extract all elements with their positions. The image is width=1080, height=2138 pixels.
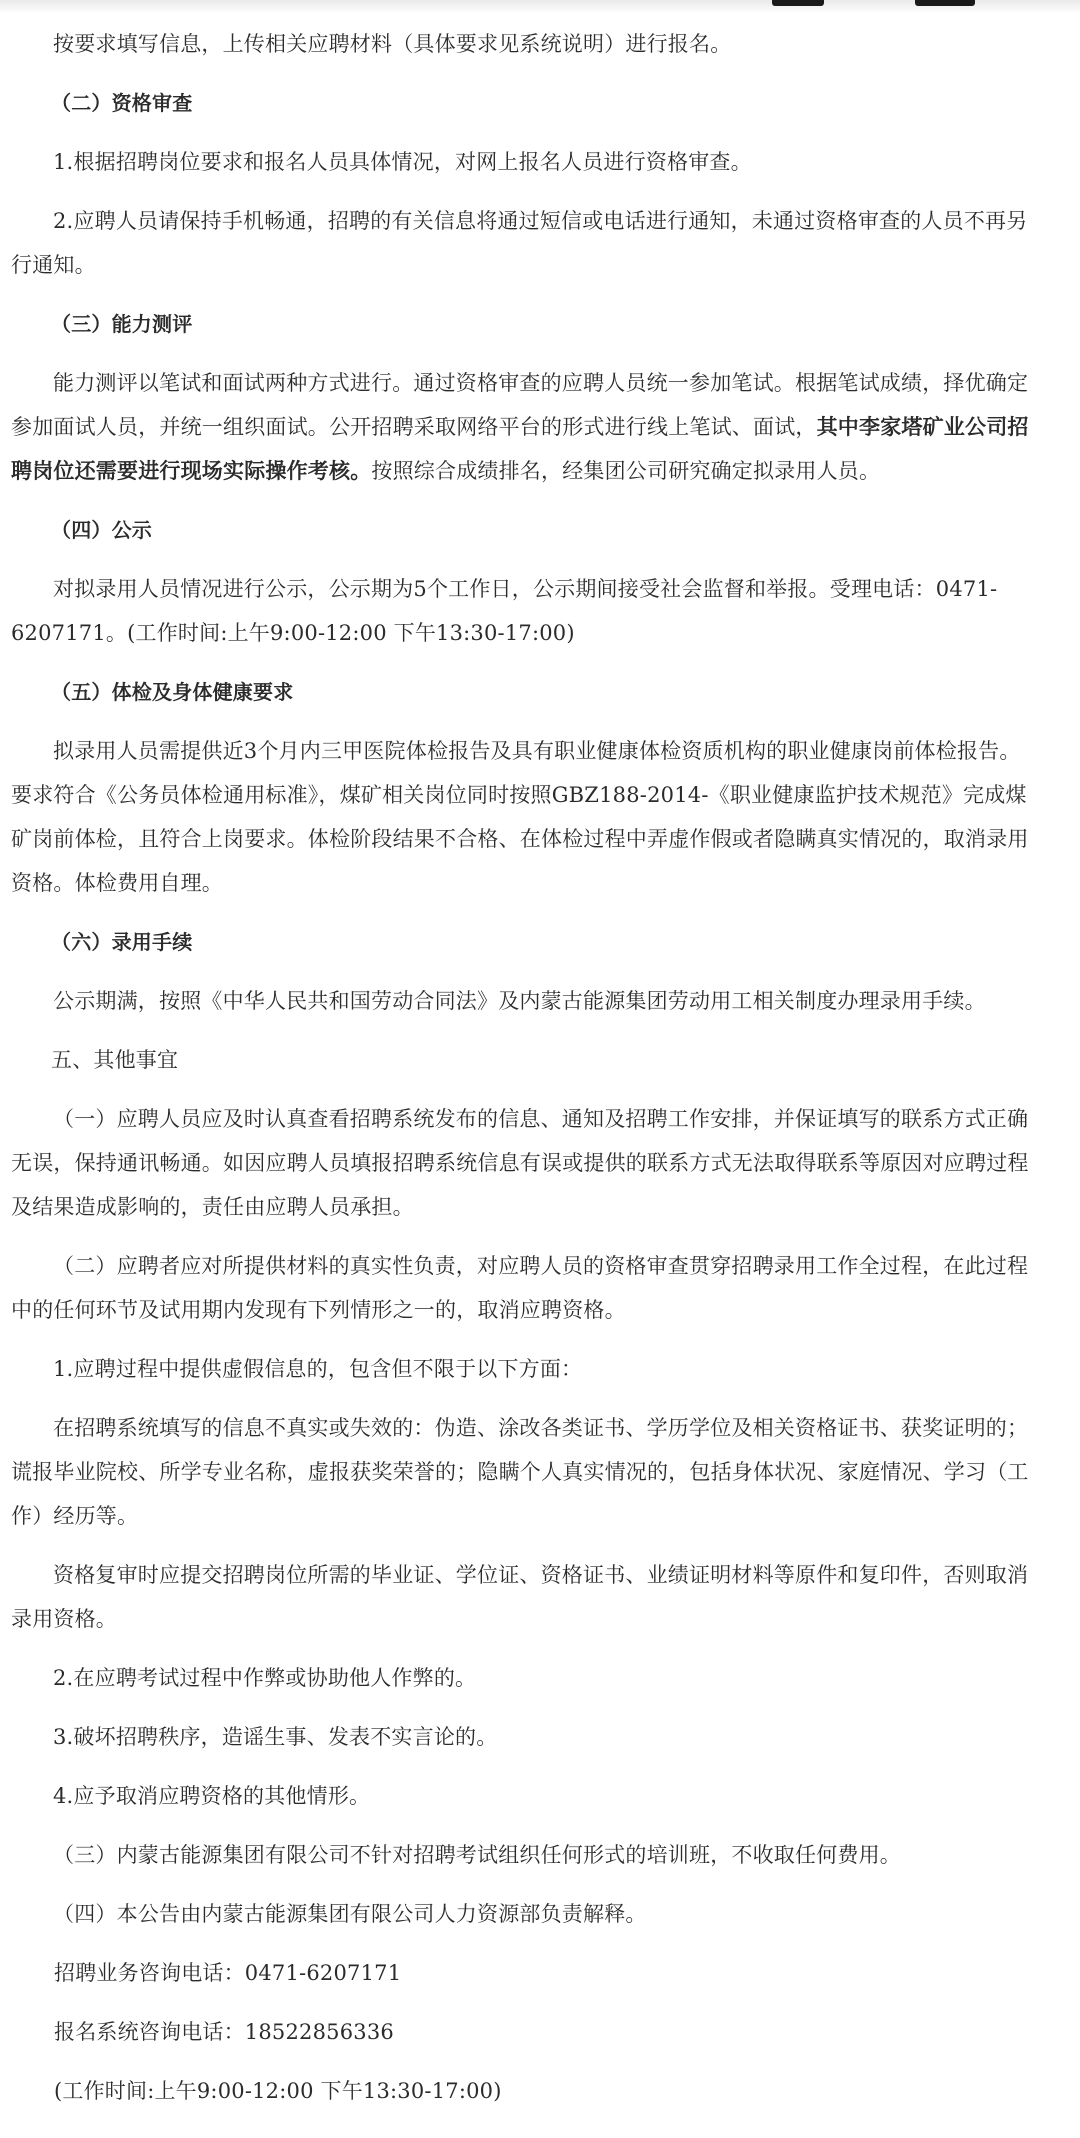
assessment-paragraph <box>11 361 1037 493</box>
part-five-heading: 五、其他事宜 <box>51 1048 179 1072</box>
false-info-item: 1.应聘过程中提供虚假信息的，包含但不限于以下方面： <box>53 1357 583 1381</box>
section-assessment-heading: （三）能力测评 <box>51 312 193 336</box>
working-hours: (工作时间:上午9:00-12:00 下午13:30-17:00) <box>54 2079 502 2103</box>
top-edge-shadow <box>0 0 1080 14</box>
other-matters-item-4: （四）本公告由内蒙古能源集团有限公司人力资源部负责解释。 <box>53 1902 647 1926</box>
assessment-text-a: 能力测评以笔试和面试两种方式进行。通过资格审查的应聘人员统一参加笔试。根据笔试成绩，择优确定参加面试人员，并统一组织面试。公开招聘采取网络平台的形式进行线上笔试、面试， <box>11 371 1029 439</box>
assessment-emphasis: 其中李家塔矿业公司招聘岗位还需要进行现场实际操作考核。 <box>11 415 1029 483</box>
qualification-item-2: 2.应聘人员请保持手机畅通，招聘的有关信息将通过短信或电话进行通知，未通过资格审查的人员不再另行通知。 <box>11 209 1028 277</box>
qualification-item-1: 1.根据招聘岗位要求和报名人员具体情况，对网上报名人员进行资格审查。 <box>53 150 752 174</box>
registration-system-hotline: 报名系统咨询电话：18522856336 <box>54 2020 394 2044</box>
announcement-document <box>11 22 1037 2113</box>
hiring-procedure-paragraph: 公示期满，按照《中华人民共和国劳动合同法》及内蒙古能源集团劳动用工相关制度办理录用手续。 <box>53 989 986 1013</box>
disruption-item: 3.破坏招聘秩序，造谣生事、发表不实言论的。 <box>53 1725 498 1749</box>
recruitment-hotline: 招聘业务咨询电话：0471-6207171 <box>54 1961 402 1985</box>
other-matters-item-2: （二）应聘者应对所提供材料的真实性负责，对应聘人员的资格审查贯穿招聘录用工作全过程，在此过程中的任何环节及试用期内发现有下列情形之一的，取消应聘资格。 <box>11 1254 1029 1322</box>
cropped-glyph <box>915 0 975 6</box>
section-publicity-heading: （四）公示 <box>51 518 152 542</box>
cropped-glyph <box>772 0 824 6</box>
other-cases-item: 4.应予取消应聘资格的其他情形。 <box>53 1784 371 1808</box>
cheating-item: 2.在应聘考试过程中作弊或协助他人作弊的。 <box>53 1666 477 1690</box>
recheck-detail: 资格复审时应提交招聘岗位所需的毕业证、学位证、资格证书、业绩证明材料等原件和复印件，否则取消录用资格。 <box>11 1563 1029 1631</box>
assessment-text-b: 按照综合成绩排名，经集团公司研究确定拟录用人员。 <box>371 459 881 483</box>
section-medical-heading: （五）体检及身体健康要求 <box>51 680 294 704</box>
medical-paragraph: 拟录用人员需提供近3个月内三甲医院体检报告及具有职业健康体检资质机构的职业健康岗前体检报告。要求符合《公务员体检通用标准》，煤矿相关岗位同时按照GBZ188-2014-《职业健康监护技术规范》完成煤矿岗前体检，且符合上岗要求。体检阶段结果不合格、在体检过程中弄虚作假或者隐瞒真实情况的，取消录用资格。体检费用自理。 <box>11 739 1029 895</box>
false-info-detail: 在招聘系统填写的信息不真实或失效的：伪造、涂改各类证书、学历学位及相关资格证书、获奖证明的；谎报毕业院校、所学专业名称，虚报获奖荣誉的；隐瞒个人真实情况的，包括身体状况、家庭情况、学习（工作）经历等。 <box>11 1416 1029 1528</box>
section-qualification-heading: （二）资格审查 <box>51 91 193 115</box>
other-matters-item-1: （一）应聘人员应及时认真查看招聘系统发布的信息、通知及招聘工作安排，并保证填写的联系方式正确无误，保持通讯畅通。如因应聘人员填报招聘系统信息有误或提供的联系方式无法取得联系等原因对应聘过程及结果造成影响的，责任由应聘人员承担。 <box>11 1107 1029 1219</box>
intro-paragraph: 按要求填写信息，上传相关应聘材料（具体要求见系统说明）进行报名。 <box>53 32 732 56</box>
publicity-paragraph: 对拟录用人员情况进行公示，公示期为5个工作日，公示期间接受社会监督和举报。受理电话：0471-6207171。(工作时间:上午9:00-12:00 下午13:30-17:00) <box>11 577 998 645</box>
section-hiring-procedure-heading: （六）录用手续 <box>51 930 193 954</box>
other-matters-item-3: （三）内蒙古能源集团有限公司不针对招聘考试组织任何形式的培训班，不收取任何费用。 <box>53 1843 901 1867</box>
